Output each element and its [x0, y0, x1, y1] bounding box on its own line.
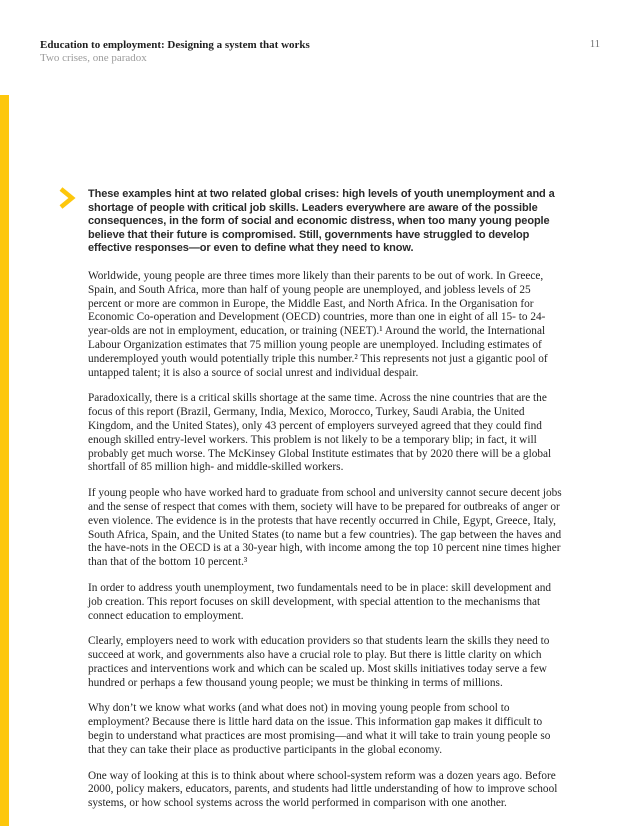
header-titles	[40, 39, 310, 65]
body-paragraph: Why don’t we know what works (and what does not) in moving young people from school to employment? Because there is little hard data on the issue. This information gap makes it difficult to begin to understand what practices are most promising—and what it will take to train young people so that they can take their place as productive participants in the global economy.	[88, 702, 551, 756]
body-paragraph: Paradoxically, there is a critical skills shortage at the same time. Across the nine countries that are the focus of this report (Brazil, Germany, India, Mexico, Morocco, Turkey, Saudi Arabia, the United Kingdom, and the United States), only 43 percent of employers surveyed agreed that they could find enough skilled entry-level workers. This problem is not likely to be a temporary blip; in fact, it will probably get much worse. The McKinsey Global Institute estimates that by 2020 there will be a global shortfall of 85 million high- and middle-skilled workers.	[88, 392, 552, 474]
chapter-subtitle: Two crises, one paradox	[40, 52, 147, 64]
intro-paragraph: These examples hint at two related global crises: high levels of youth unemployment and a shortage of people with critical job skills. Leaders everywhere are aware of the possible consequences, in the form of social and economic distress, when too many young people believe that their future is compromised. Still, governments have struggled to develop effective responses—or even to define what they need to know.	[88, 188, 555, 255]
body-paragraph: One way of looking at this is to think about where school-system reform was a dozen years ago. Before 2000, policy makers, educators, parents, and students had little understanding of how to improve school systems, or how school systems across the world performed in comparison with one another.	[88, 769, 558, 810]
page-number: 11	[589, 39, 600, 50]
body-paragraph: Clearly, employers need to work with education providers so that students learn the skills they need to succeed at work, and governments also have a crucial role to play. But there is little clarity on which practices and interventions work and which can be scaled up. Most skills initiatives today serve a few hundred or perhaps a few thousand young people; we must be thinking in terms of millions.	[88, 635, 550, 689]
accent-stripe	[0, 95, 9, 826]
page-header	[40, 39, 600, 65]
intro-section	[88, 188, 562, 256]
body-paragraph: If young people who have worked hard to graduate from school and university cannot secure decent jobs and the sense of respect that comes with them, society will have to be prepared for outbreaks of anger or even violence. The evidence is in the protests that have recently occurred in Chile, Egypt, Greece, Italy, South Africa, Spain, and the United States (to name but a few countries). The gap between the haves and the have-nots in the OECD is at a 30-year high, with income among the top 10 percent nine times higher than that of the bottom 10 percent.³	[88, 487, 562, 569]
body-paragraph: In order to address youth unemployment, two fundamentals need to be in place: skill development and job creation. This report focuses on skill development, with special attention to the mechanisms that connect education to employment.	[88, 581, 552, 622]
chevron-icon	[57, 187, 79, 209]
body-paragraph: Worldwide, young people are three times more likely than their parents to be out of work. In Greece, Spain, and South Africa, more than half of young people are unemployed, and jobless levels of 25 percent or more are common in Europe, the Middle East, and North Africa. In the Organisation for Economic Co-operation and Development (OECD) countries, more than one in eight of all 15- to 24-year-olds are not in employment, education, or training (NEET).¹ Around the world, the International Labour Organization estimates that 75 million young people are unemployed. Including estimates of underemployed youth would potentially triple this number.² This represents not just a gigantic pool of untapped talent; it is also a source of social unrest and individual despair.	[88, 269, 548, 379]
report-title: Education to employment: Designing a system that works	[40, 39, 310, 51]
page-content	[88, 188, 562, 823]
